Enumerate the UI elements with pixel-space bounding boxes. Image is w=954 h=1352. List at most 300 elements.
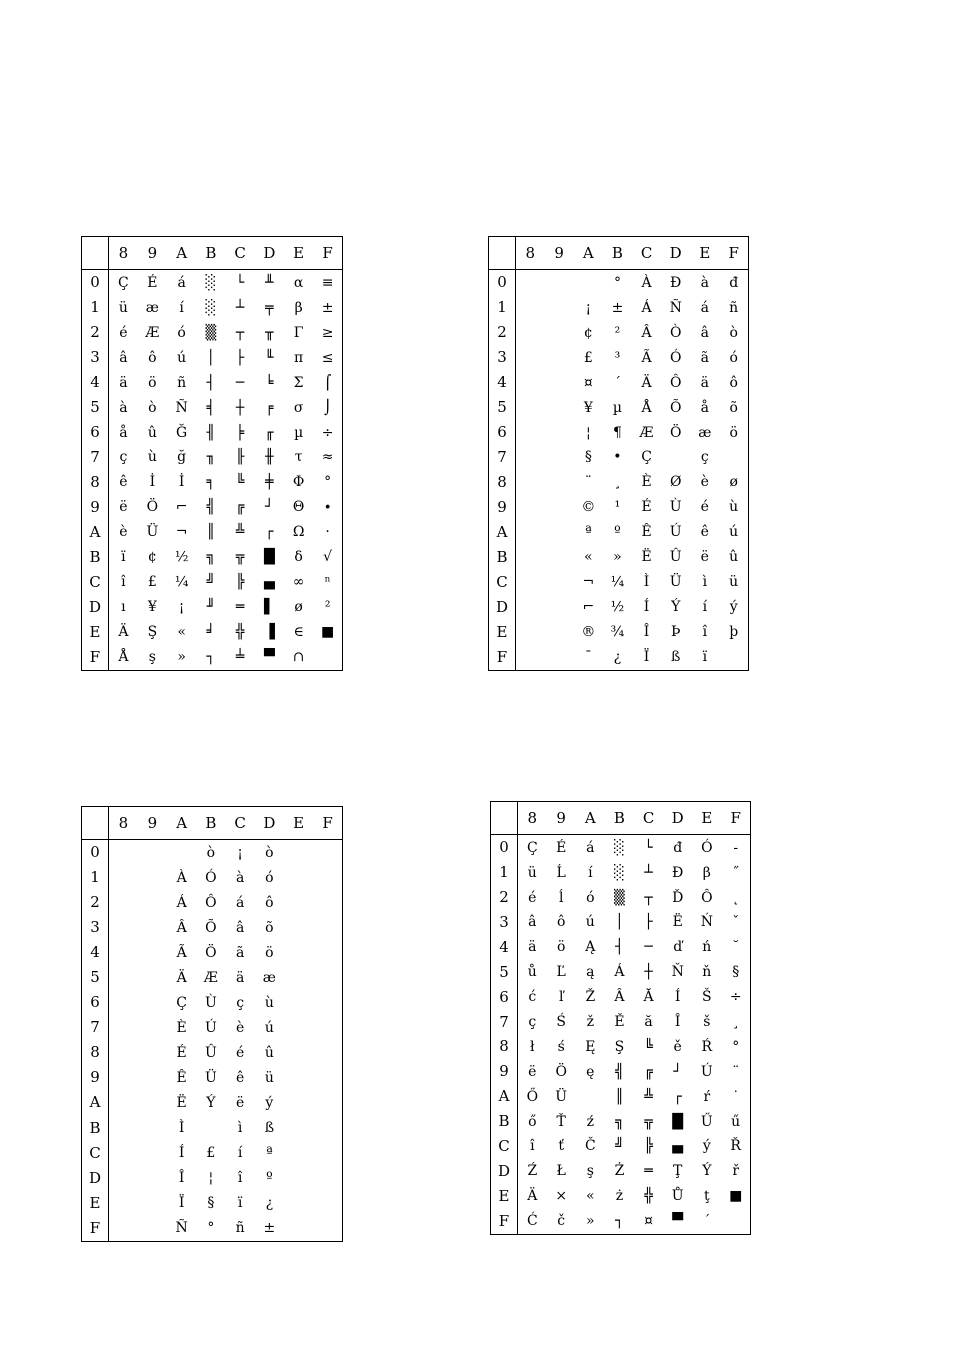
char-cell [284, 1116, 313, 1141]
char-cell: ² [324, 599, 331, 616]
table-row [82, 1166, 343, 1191]
char-cell: ü [118, 299, 128, 316]
char-cell [313, 940, 342, 965]
char-cell: ¦ [208, 1170, 214, 1187]
char-cell: û [264, 1044, 274, 1061]
char-cell: ° [732, 1038, 740, 1055]
char-cell: ╠ [235, 574, 245, 591]
char-cell: ® [581, 624, 596, 641]
char-cell: ⌐ [175, 499, 188, 516]
char-cell: ▄ [672, 1138, 684, 1155]
char-cell: Ę [585, 1038, 596, 1055]
char-cell: ň [702, 964, 712, 981]
char-cell: └ [644, 839, 653, 856]
table-row [82, 840, 343, 866]
char-cell: ě [673, 1038, 682, 1055]
table-row [82, 570, 343, 595]
char-cell: ╝ [615, 1138, 624, 1155]
char-cell: İ [178, 474, 185, 491]
char-cell: Á [176, 894, 187, 911]
char-cell: Ä [527, 1188, 538, 1205]
char-cell: ÷ [321, 424, 334, 441]
char-cell: ó [586, 889, 595, 906]
char-cell [516, 270, 545, 296]
row-header: 3 [82, 915, 109, 940]
column-header: C [226, 237, 255, 270]
char-cell: Ñ [669, 299, 682, 316]
char-cell: í [179, 299, 184, 316]
char-cell [284, 915, 313, 940]
char-cell: º [614, 524, 621, 541]
char-cell [661, 445, 690, 470]
char-cell: ┬ [235, 324, 245, 341]
table-row [82, 420, 343, 445]
char-cell: ╞ [235, 424, 245, 441]
row-header: 0 [82, 840, 109, 866]
char-cell: ╢ [206, 424, 216, 441]
char-cell: Ó [701, 839, 713, 856]
char-cell: ┤ [615, 939, 624, 956]
char-cell: × [555, 1188, 568, 1205]
row-header: B [82, 1116, 109, 1141]
char-cell: Ë [641, 549, 652, 566]
char-cell: Ç [176, 994, 187, 1011]
char-cell: Ű [700, 1113, 713, 1130]
char-cell: ü [729, 574, 739, 591]
char-cell: ░ [205, 299, 217, 316]
char-cell: Ą [585, 939, 596, 956]
char-cell: ª [266, 1145, 273, 1162]
char-cell: ∙ [324, 499, 332, 516]
column-header: 8 [109, 807, 138, 840]
char-cell: ├ [235, 349, 245, 366]
row-header: C [489, 570, 516, 595]
char-cell: ¿ [613, 649, 622, 666]
table-row [82, 370, 343, 395]
table-row [489, 270, 749, 296]
char-cell [313, 890, 342, 915]
char-cell [167, 840, 196, 866]
char-cell [516, 545, 545, 570]
column-header: E [690, 237, 719, 270]
char-cell [545, 445, 574, 470]
row-header: F [489, 645, 516, 671]
char-cell [516, 370, 545, 395]
char-cell: â [235, 919, 245, 936]
char-cell: à [235, 869, 245, 886]
char-cell: Õ [669, 399, 682, 416]
char-cell: Ü [146, 524, 159, 541]
char-cell: Æ [145, 324, 160, 341]
char-cell: ů [527, 964, 537, 981]
char-cell: ─ [644, 939, 653, 956]
column-header: 8 [516, 237, 545, 270]
char-cell: ï [121, 549, 126, 566]
char-cell: ø [729, 474, 738, 491]
char-cell: Ş [147, 624, 158, 641]
char-cell: ╪ [265, 474, 274, 491]
char-cell: Ì [643, 574, 650, 591]
row-header: B [82, 545, 109, 570]
char-cell: ¤ [644, 1213, 654, 1230]
table-row [491, 1084, 751, 1109]
char-cell: ê [700, 524, 709, 541]
char-cell: ő [528, 1113, 537, 1130]
char-cell [284, 1040, 313, 1065]
char-cell: ║ [206, 524, 216, 541]
char-cell: ╬ [235, 624, 245, 641]
char-cell: ² [614, 324, 621, 341]
table-row [491, 1184, 751, 1209]
char-cell: É [641, 499, 652, 516]
row-header: E [489, 620, 516, 645]
table-row [82, 940, 343, 965]
row-header: 4 [489, 370, 516, 395]
char-cell [196, 1116, 225, 1141]
table-row [82, 445, 343, 470]
char-cell: Ý [206, 1094, 216, 1111]
char-cell: √ [323, 549, 333, 566]
char-cell [284, 1015, 313, 1040]
table-row [82, 1216, 343, 1242]
char-cell: é [119, 324, 128, 341]
row-header: E [491, 1184, 518, 1209]
char-cell: Ê [176, 1069, 187, 1086]
char-cell: ß [671, 649, 681, 666]
char-cell: ╥ [265, 324, 274, 341]
corner-cell [491, 802, 518, 835]
char-cell: Ò [669, 324, 682, 341]
char-cell: Ë [672, 914, 683, 931]
char-cell: • [613, 449, 622, 466]
char-cell: ▒ [614, 889, 625, 906]
char-cell: ⌡ [323, 399, 332, 416]
char-cell: ö [556, 939, 566, 956]
char-cell: ą [586, 964, 595, 981]
char-cell [545, 570, 574, 595]
char-cell: À [641, 274, 652, 291]
char-cell [109, 1065, 138, 1090]
char-cell [516, 445, 545, 470]
row-header: 9 [82, 495, 109, 520]
char-cell: ∈ [293, 624, 304, 641]
char-cell [138, 1216, 167, 1242]
char-cell: ¦ [585, 424, 591, 441]
char-cell: § [732, 964, 740, 981]
char-cell: ¼ [174, 574, 189, 591]
row-header: A [82, 1090, 109, 1115]
char-cell: ó [265, 869, 274, 886]
char-cell: ĺ [558, 889, 564, 906]
char-cell: Ð [670, 274, 682, 291]
char-cell: ¹ [614, 499, 621, 516]
char-cell: ╜ [206, 599, 216, 616]
row-header: 9 [489, 495, 516, 520]
char-cell: © [581, 499, 596, 516]
char-cell [576, 1084, 605, 1109]
row-header: 7 [489, 445, 516, 470]
char-cell: Ï [643, 649, 650, 666]
char-cell: ç [236, 994, 245, 1011]
char-cell: ö [729, 424, 738, 441]
char-cell: ì [237, 1120, 243, 1136]
char-cell [545, 470, 574, 495]
char-cell: Ý [671, 599, 681, 616]
row-header: 6 [489, 420, 516, 445]
char-cell: ¢ [147, 549, 157, 566]
char-cell: í [702, 599, 708, 616]
table-row [82, 1191, 343, 1216]
row-header: 3 [491, 910, 518, 935]
char-cell: § [584, 449, 592, 466]
char-cell: Ú [700, 1063, 713, 1080]
char-cell: ≥ [321, 324, 334, 341]
row-header: 5 [491, 960, 518, 985]
char-cell [516, 645, 545, 671]
row-header: 9 [82, 1065, 109, 1090]
char-cell [545, 370, 574, 395]
table-row [489, 645, 749, 671]
column-header: F [719, 237, 748, 270]
char-cell [284, 1065, 313, 1090]
char-cell [313, 1090, 342, 1115]
char-cell [138, 1191, 167, 1216]
table-row [491, 985, 751, 1010]
char-cell: ╣ [206, 499, 216, 516]
char-cell: β [294, 299, 303, 316]
char-cell [284, 965, 313, 990]
char-cell: Ţ [673, 1163, 683, 1180]
char-cell: æ [698, 424, 712, 441]
char-cell: ° [613, 274, 621, 291]
char-cell: ¡ [178, 599, 185, 616]
char-cell [284, 990, 313, 1015]
char-cell: ã [700, 349, 709, 366]
row-header: 6 [82, 990, 109, 1015]
char-cell: ³ [614, 349, 621, 366]
char-cell: Ş [614, 1038, 625, 1055]
char-cell: Â [614, 989, 625, 1006]
char-cell [109, 1166, 138, 1191]
char-cell [545, 345, 574, 370]
row-header: 4 [82, 940, 109, 965]
char-cell: Ň [671, 964, 684, 981]
char-cell: ╤ [265, 299, 274, 316]
char-cell: ┼ [235, 399, 245, 416]
char-cell [516, 420, 545, 445]
table-row [489, 545, 749, 570]
char-cell: Í [674, 989, 681, 1006]
char-cell: Á [641, 299, 652, 316]
column-header: F [313, 807, 342, 840]
table-row [82, 865, 343, 890]
char-cell: ó [729, 349, 738, 366]
table-row [82, 965, 343, 990]
column-header: C [226, 807, 255, 840]
char-cell: ñ [235, 1220, 245, 1237]
char-cell: ± [321, 299, 334, 316]
char-cell: « [584, 549, 593, 566]
char-cell: Â [176, 919, 187, 936]
char-cell: È [641, 474, 652, 491]
char-cell: ó [177, 324, 186, 341]
char-cell: ý [265, 1094, 274, 1111]
char-cell: ■ [321, 624, 335, 641]
char-cell [138, 940, 167, 965]
char-cell [284, 840, 313, 866]
char-cell: Æ [639, 424, 654, 441]
table-row [82, 1065, 343, 1090]
char-cell: Ô [701, 889, 713, 906]
char-cell: ô [556, 914, 566, 931]
char-cell: â [119, 349, 128, 366]
row-header: D [82, 595, 109, 620]
row-header: 5 [82, 395, 109, 420]
char-cell: Ñ [175, 399, 188, 416]
char-cell: è [235, 1019, 245, 1036]
char-cell [545, 645, 574, 671]
table-row [82, 495, 343, 520]
char-cell: Ç [118, 274, 129, 291]
table-row [82, 1090, 343, 1115]
char-cell: ┬ [644, 889, 653, 906]
char-cell: Å [118, 649, 129, 666]
char-cell: ù [147, 449, 157, 466]
char-cell: ╖ [206, 449, 216, 466]
char-cell: Ć [526, 1213, 538, 1230]
table-row [82, 545, 343, 570]
row-header: 5 [82, 965, 109, 990]
column-header: B [605, 802, 634, 835]
char-cell [109, 890, 138, 915]
char-cell: ░ [614, 839, 625, 856]
char-cell: Đ [672, 864, 684, 881]
char-cell: ¡ [237, 844, 243, 861]
table-row [82, 990, 343, 1015]
char-cell: Č [584, 1138, 596, 1155]
char-cell: ¿ [265, 1195, 274, 1212]
char-cell [516, 570, 545, 595]
char-cell: ä [700, 374, 709, 391]
char-cell: ï [237, 1195, 243, 1212]
char-cell: Ë [176, 1094, 187, 1111]
column-header-row [82, 237, 343, 270]
char-cell: │ [206, 349, 216, 366]
char-cell: ▐ [263, 624, 275, 641]
char-cell: ú [264, 1019, 274, 1036]
char-cell: ê [119, 474, 128, 491]
row-header: 4 [82, 370, 109, 395]
char-cell: ┴ [235, 299, 245, 316]
char-cell: ô [265, 894, 274, 911]
table-row [82, 1015, 343, 1040]
char-cell: Ã [176, 944, 187, 961]
char-cell [109, 990, 138, 1015]
char-cell: ć [528, 989, 537, 1006]
char-cell: ñ [177, 374, 187, 391]
table-row [489, 595, 749, 620]
column-header: B [196, 807, 225, 840]
column-header: A [167, 237, 196, 270]
column-header: B [196, 237, 225, 270]
char-cell: ± [611, 299, 624, 316]
char-cell [313, 1065, 342, 1090]
column-header: D [661, 237, 690, 270]
char-cell: ò [729, 324, 738, 341]
corner-cell [489, 237, 516, 270]
char-cell [313, 1116, 342, 1141]
row-header: 1 [489, 295, 516, 320]
code-page-table-4 [490, 801, 751, 1235]
char-cell: ╬ [644, 1188, 653, 1205]
table-row [82, 1040, 343, 1065]
char-cell: é [528, 889, 537, 906]
char-cell: æ [262, 969, 276, 986]
char-cell: Ď [672, 889, 684, 906]
char-cell [545, 320, 574, 345]
char-cell: Ñ [175, 1220, 188, 1237]
char-cell [109, 915, 138, 940]
char-cell: α [293, 274, 304, 291]
char-cell: ░ [614, 864, 625, 881]
char-cell: ≡ [321, 274, 334, 291]
char-cell: ť [558, 1138, 564, 1155]
char-cell: ┘ [265, 499, 274, 516]
char-cell [138, 1015, 167, 1040]
char-cell: İ [149, 474, 156, 491]
char-cell: É [176, 1044, 187, 1061]
char-cell: Ü [555, 1088, 568, 1105]
char-cell: á [700, 299, 709, 316]
char-cell: ┌ [265, 524, 274, 541]
char-cell: Θ [292, 499, 305, 516]
column-header-row [82, 807, 343, 840]
char-cell: á [586, 839, 595, 856]
table-row [82, 520, 343, 545]
char-cell: µ [294, 424, 304, 441]
char-cell: ý [729, 599, 738, 616]
table-row [491, 935, 751, 960]
char-cell: ž [586, 1014, 594, 1030]
table-row [489, 570, 749, 595]
char-cell: ─ [235, 374, 245, 391]
row-header: 1 [82, 295, 109, 320]
char-cell: · [325, 524, 330, 541]
char-cell [284, 1141, 313, 1166]
char-cell: è [700, 474, 709, 491]
row-header: F [491, 1209, 518, 1235]
table-row [491, 835, 751, 861]
char-cell: Γ [293, 324, 304, 341]
char-cell [545, 270, 574, 296]
column-header: F [721, 802, 750, 835]
row-header: 7 [82, 1015, 109, 1040]
column-header: C [632, 237, 661, 270]
row-header: 5 [489, 395, 516, 420]
char-cell: δ [294, 549, 303, 566]
char-cell [109, 1116, 138, 1141]
char-cell [109, 865, 138, 890]
char-cell: à [119, 399, 128, 416]
char-cell: ´ [613, 374, 621, 391]
char-cell: ª [584, 524, 592, 541]
char-cell: █ [672, 1113, 684, 1130]
column-header: E [284, 807, 313, 840]
char-cell: ľ [558, 989, 564, 1006]
char-cell: à [700, 274, 709, 291]
char-cell: ò [206, 844, 216, 861]
char-cell: Á [614, 964, 625, 981]
